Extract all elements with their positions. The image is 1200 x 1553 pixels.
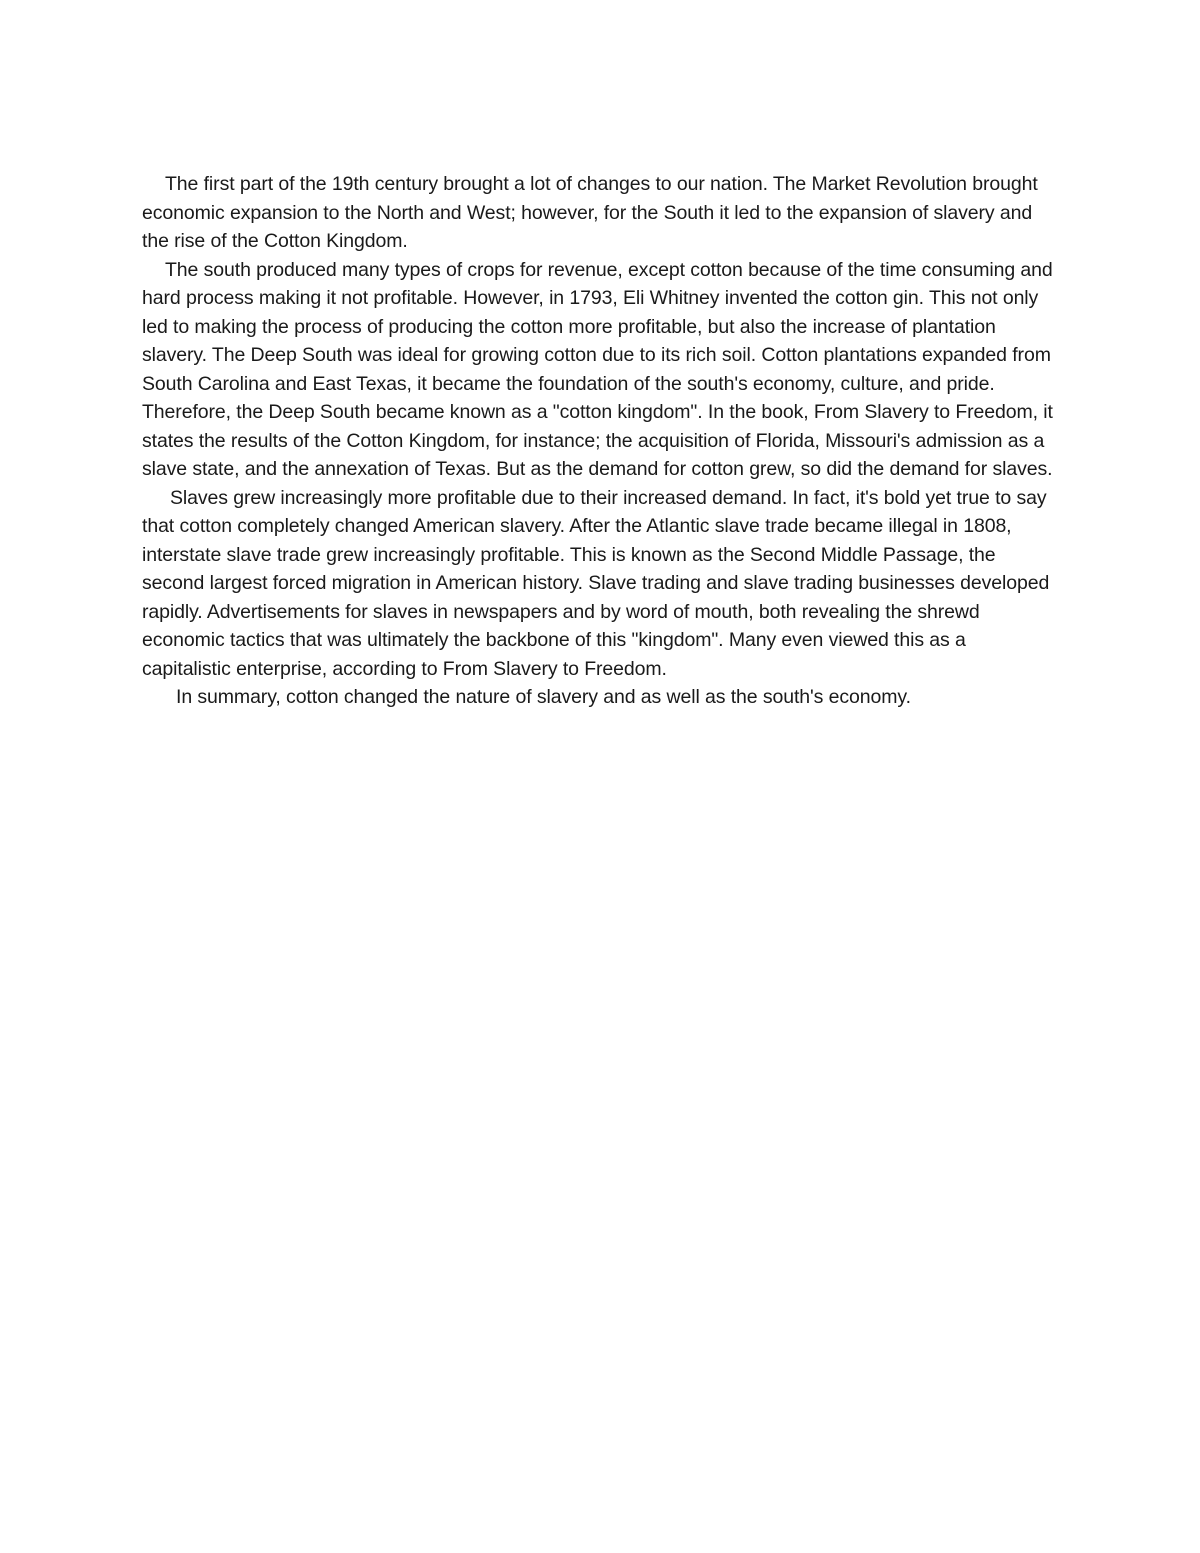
paragraph-summary: In summary, cotton changed the nature of slavery and as well as the south's economy.	[176, 686, 911, 708]
paragraph-cotton-kingdom: The south produced many types of crops for revenue, except cotton because of the time consuming and hard process making it not profitable. However, in 1793, Eli Whitney invented the cotton gin. This not only led to making the process of producing the cotton more profitable, but also the increase of plantation slavery. The Deep South was ideal for growing cotton due to its rich soil. Cotton plantations expanded from South Carolina and East Texas, it became the foundation of the south's economy, culture, and pride. Therefore, the Deep South became known as a "cotton kingdom". In the book, From Slavery to Freedom, it states the results of the Cotton Kingdom, for instance; the acquisition of Florida, Missouri's admission as a slave state, and the annexation of Texas. But as the demand for cotton grew, so did the demand for slaves.	[142, 258, 1053, 480]
document-body	[142, 170, 1058, 712]
paragraph-slave-trade: Slaves grew increasingly more profitable due to their increased demand. In fact, it's bold yet true to say that cotton completely changed American slavery. After the Atlantic slave trade became illegal in 1808, interstate slave trade grew increasingly profitable. This is known as the Second Middle Passage, the second largest forced migration in American history. Slave trading and slave trading businesses developed rapidly. Advertisements for slaves in newspapers and by word of mouth, both revealing the shrewd economic tactics that was ultimately the backbone of this "kingdom". Many even viewed this as a capitalistic enterprise, according to From Slavery to Freedom.	[142, 486, 1050, 680]
paragraph-intro: The first part of the 19th century brought a lot of changes to our nation. The Market Revolution brought economic expansion to the North and West; however, for the South it led to the expansion of slavery and the rise of the Cotton Kingdom.	[142, 173, 1038, 252]
